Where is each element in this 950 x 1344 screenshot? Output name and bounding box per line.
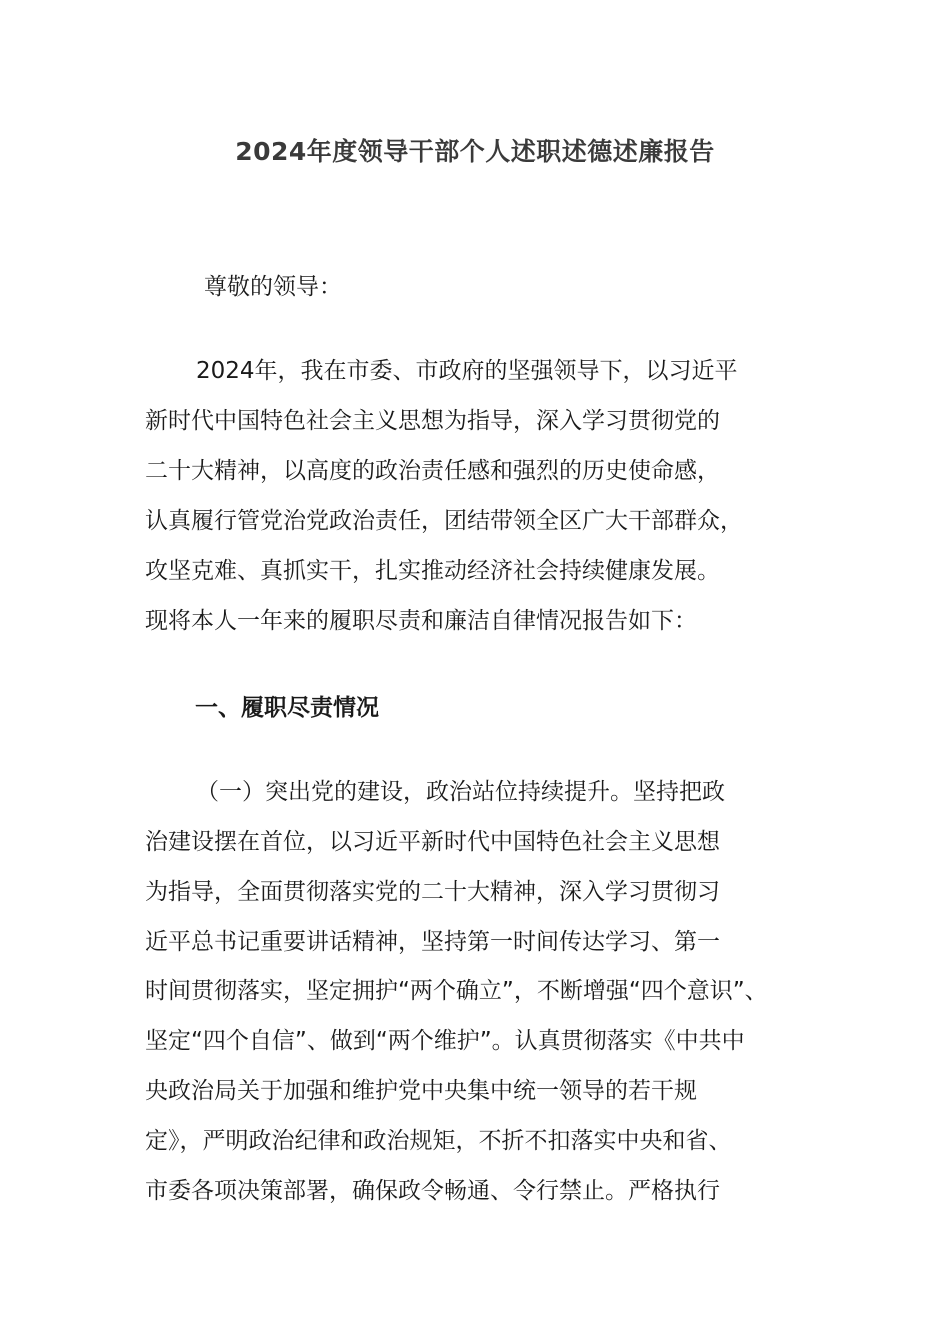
section1-line: （一）突出党的建设，政治站位持续提升。坚持把政 [196,779,725,805]
salutation: 尊敬的领导： [204,274,342,300]
section-heading: 一、履职尽责情况 [195,695,379,721]
intro-line: 新时代中国特色社会主义思想为指导，深入学习贯彻党的 [145,408,720,434]
section1-line: 定》，严明政治纪律和政治规矩，不折不扣落实中央和省、 [145,1128,732,1154]
document-title: 2024年度领导干部个人述职述德述廉报告 [235,137,715,166]
section1-line: 时间贯彻落实，坚定拥护“两个确立”，不断增强“四个意识”、 [145,978,768,1004]
intro-line: 2024年，我在市委、市政府的坚强领导下，以习近平 [196,358,738,384]
intro-line: 攻坚克难、真抓实干，扎实推动经济社会持续健康发展。 [145,558,720,584]
intro-line: 二十大精神，以高度的政治责任感和强烈的历史使命感， [145,458,720,484]
section1-line: 市委各项决策部署，确保政令畅通、令行禁止。严格执行 [145,1178,720,1204]
intro-line: 现将本人一年来的履职尽责和廉洁自律情况报告如下： [145,608,697,634]
section1-line: 近平总书记重要讲话精神，坚持第一时间传达学习、第一 [145,929,720,955]
section1-line: 为指导，全面贯彻落实党的二十大精神，深入学习贯彻习 [145,879,720,905]
section1-line: 坚定“四个自信”、做到“两个维护”。认真贯彻落实《中共中 [145,1028,745,1054]
section1-line: 治建设摆在首位，以习近平新时代中国特色社会主义思想 [145,829,720,855]
section1-line: 央政治局关于加强和维护党中央集中统一领导的若干规 [145,1078,697,1104]
intro-line: 认真履行管党治党政治责任，团结带领全区广大干部群众， [145,508,743,534]
